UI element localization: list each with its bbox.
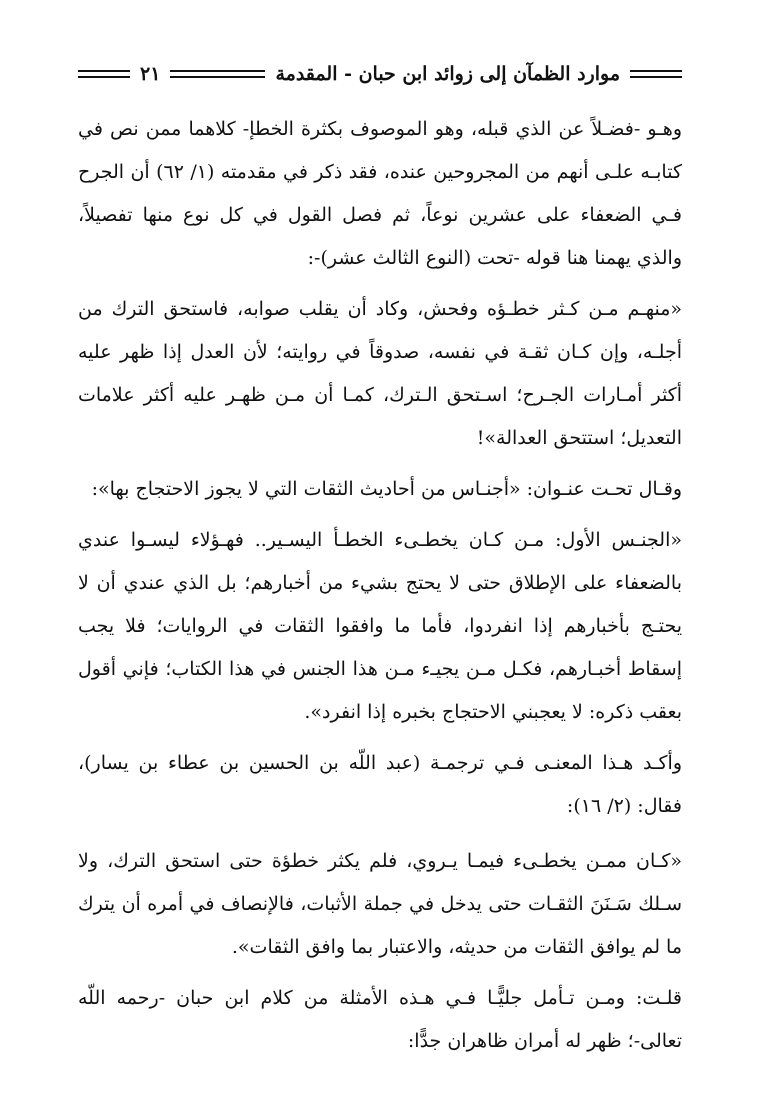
page-body	[78, 108, 682, 1071]
header-rule-middle	[170, 70, 265, 78]
running-header	[78, 56, 682, 92]
page-number: ٢١	[140, 63, 161, 85]
quote-paragraph: «الجنـس الأول: مـن كـان يخطـىء الخطـأ اليسـير.. فهـؤلاء ليسـوا عندي بالضعفاء على الإطلاق حتى لا يحتج بشيء من أخبارهم؛ بل الذي عندي أن لا يحتـج بأخبارهم إذا انفردوا، فأما ما وافقوا الثقات في الروايات؛ فلا يجب إسقاط أخبـارهم، فكـل مـن يجيـء مـن هذا الجنس في هذا الكتاب؛ فإني أقول بعقب ذكره: لا يعجبني الاحتجاج بخبره إذا انفرد».	[78, 529, 682, 723]
quote-paragraph: «كـان ممـن يخطـىء فيمـا يـروي، فلم يكثر خطؤة حتى استحق الترك، ولا سـلك سَـنَنَ الثقـات حتى يدخل في جملة الأثبات، فالإنصاف في أمره أن يترك ما لم يوافق الثقات من حديثه، والاعتبار بما وافق الثقات».	[78, 850, 682, 958]
header-title: موارد الظمآن إلى زوائد ابن حبان - المقدمة	[275, 63, 620, 85]
paragraph-translation-note: وأكـد هـذا المعنـى فـي ترجمـة (عبد اللّه بن الحسين بن عطاء بن يسار)، فقال: (٢/ ١٦):	[78, 752, 682, 817]
paragraph-conclusion: قلـت: ومـن تـأمل جليًّـا فـي هـذه الأمثلة من كلام ابن حبان -رحمه اللّه تعالى-؛ ظهر له أمران ظاهران جدًّا:	[78, 987, 682, 1052]
paragraph-intro: وهـو -فضـلاً عن الذي قبله، وهو الموصوف بكثرة الخطإ- كلاهما ممن نص في كتابـه علـى أنهم من المجروحين عنده، فقد ذكر في مقدمته (١/ ٦٢) أن الجرح فـي الضعفاء على عشرين نوعاً، ثم فصل القول في كل نوع منها تفصيلاً، والذي يهمنا هنا قوله -تحت (النوع الثالث عشر)-:	[78, 118, 682, 269]
header-rule-right	[630, 70, 682, 78]
header-rule-left	[78, 70, 130, 78]
quote-paragraph: «منهـم مـن كـثر خطـؤه وفحش، وكاد أن يقلب صوابه، فاستحق الترك من أجلـه، وإن كـان ثقـة في نفسه، صدوقاً في روايته؛ لأن العدل إذا ظهر عليه أكثر أمـارات الجـرح؛ اسـتحق الـترك، كمـا أن مـن ظهـر عليه أكثر علامات التعديل؛ استتحق العدالة»!	[78, 298, 682, 449]
paragraph-heading-quote: وقـال تحـت عنـوان: «أجنـاس من أحاديث الثقات التي لا يجوز الاحتجاج بها»:	[91, 478, 682, 500]
